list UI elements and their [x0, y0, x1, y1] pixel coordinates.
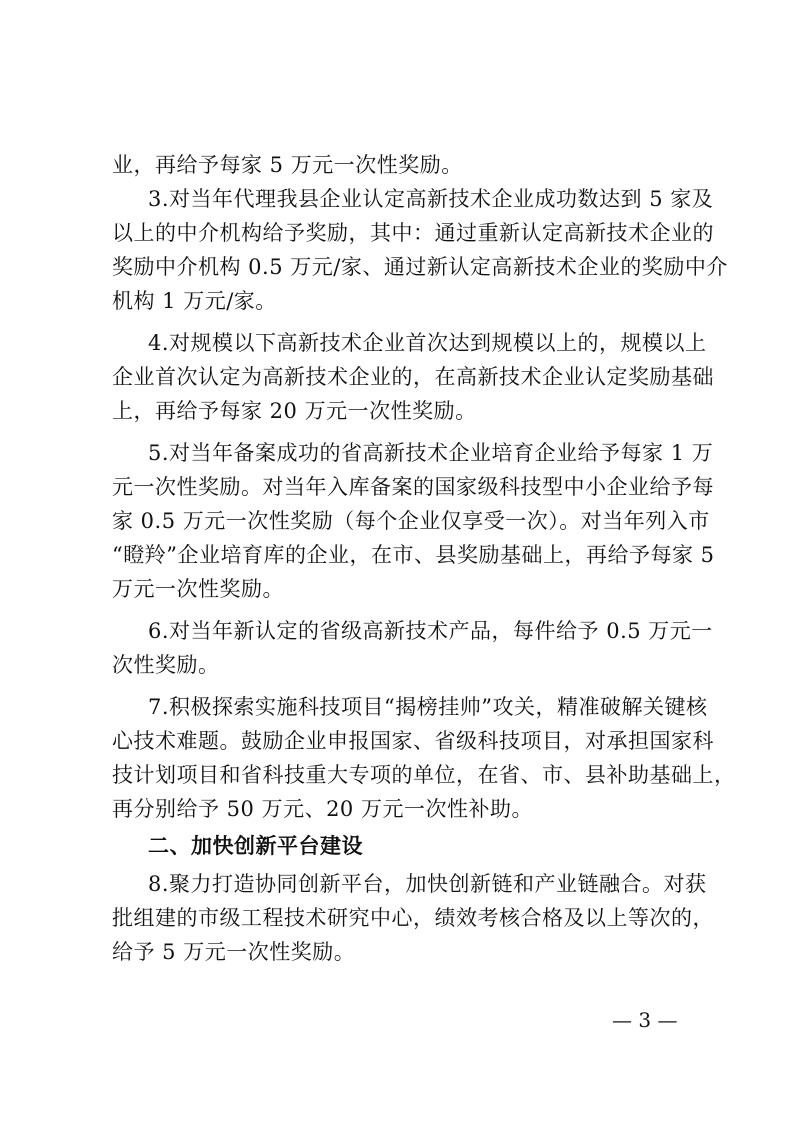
text-line: 7.积极探索实施科技项目“揭榜挂帅”攻关，精准破解关键核 [148, 695, 708, 719]
text-line: 万元一次性奖励。 [112, 577, 284, 601]
text-line: 上，再给予每家 20 万元一次性奖励。 [112, 399, 477, 423]
text-line: 4.对规模以下高新技术企业首次达到规模以上的，规模以上 [148, 331, 707, 355]
text-line: 业，再给予每家 5 万元一次性奖励。 [112, 153, 463, 177]
page-number: — 3 — [612, 1008, 678, 1032]
text-line: 8.聚力打造协同创新平台，加快创新链和产业链融合。对获 [148, 872, 707, 896]
text-line: 技计划项目和省科技重大专项的单位，在省、市、县补助基础上， [112, 763, 736, 787]
text-line: 心技术难题。鼓励企业申报国家、省级科技项目，对承担国家科 [112, 729, 714, 753]
text-line: 次性奖励。 [112, 653, 220, 677]
text-line: 奖励中介机构 0.5 万元/家、通过新认定高新技术企业的奖励中介 [112, 255, 728, 279]
text-line: 企业首次认定为高新技术企业的，在高新技术企业认定奖励基础 [112, 365, 714, 389]
text-line: 5.对当年备案成功的省高新技术企业培育企业给予每家 1 万 [148, 441, 714, 465]
text-line: 3.对当年代理我县企业认定高新技术企业成功数达到 5 家及 [148, 187, 714, 211]
text-line: 6.对当年新认定的省级高新技术产品，每件给予 0.5 万元一 [148, 619, 713, 643]
text-line: 元一次性奖励。对当年入库备案的国家级科技型中小企业给予每 [112, 475, 714, 499]
text-line: 再分别给予 50 万元、20 万元一次性补助。 [112, 797, 533, 821]
text-line: “瞪羚”企业培育库的企业，在市、县奖励基础上，再给予每家 5 [112, 543, 715, 567]
text-line: 批组建的市级工程技术研究中心，绩效考核合格及以上等次的， [112, 906, 714, 930]
section-heading: 二、加快创新平台建设 [148, 834, 363, 858]
text-line: 给予 5 万元一次性奖励。 [112, 940, 356, 964]
text-line: 机构 1 万元/家。 [112, 289, 277, 313]
text-line: 家 0.5 万元一次性奖励（每个企业仅享受一次）。对当年列入市 [112, 509, 710, 533]
text-line: 以上的中介机构给予奖励，其中：通过重新认定高新技术企业的 [112, 221, 714, 245]
